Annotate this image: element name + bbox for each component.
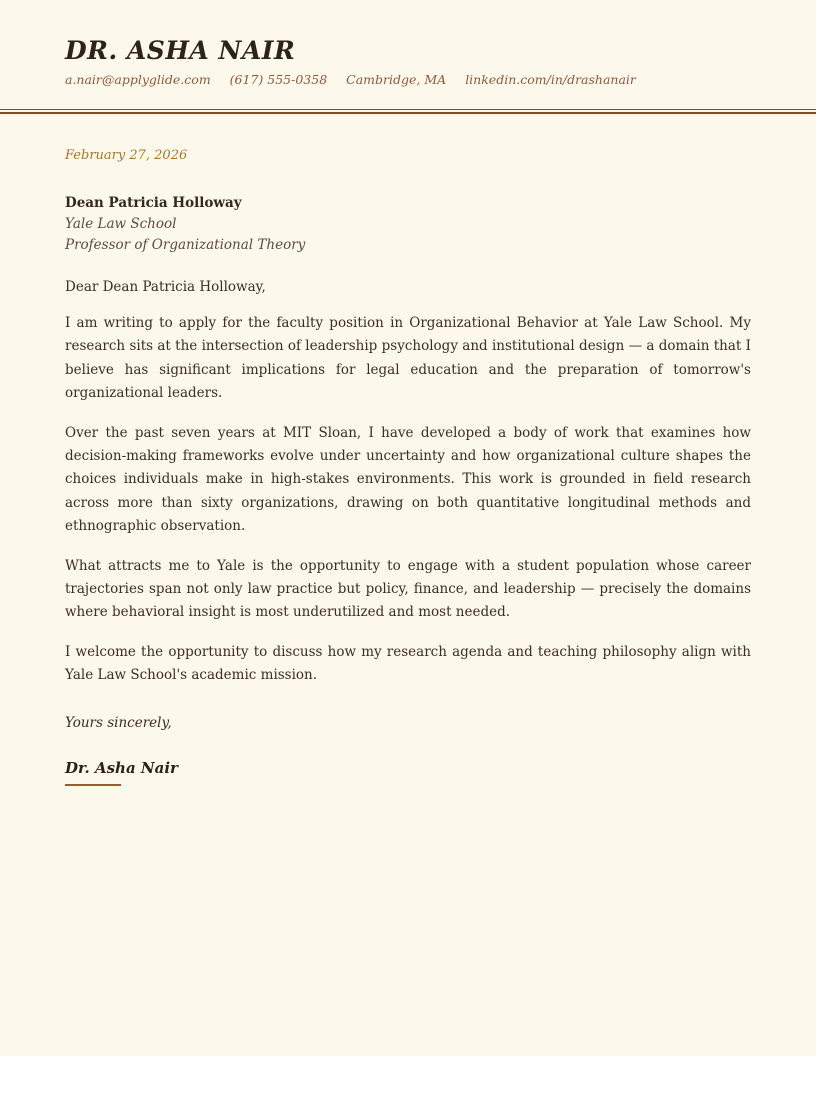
contact-location: Cambridge, MA	[346, 72, 447, 87]
letterhead	[0, 0, 816, 88]
body-paragraph-3: What attracts me to Yale is the opportunity to engage with a student population whose career trajectories span not only law practice but policy, finance, and leadership — precisely the domains where behavioral insight is most underutilized and most needed.	[65, 557, 751, 621]
recipient-organization: Yale Law School	[65, 216, 177, 232]
letterhead-divider	[0, 109, 816, 114]
letterhead-name: DR. ASHA NAIR	[65, 36, 296, 65]
body-paragraph-1: I am writing to apply for the faculty position in Organizational Behavior at Yale Law School. My research sits at the intersection of leadership psychology and institutional design — a domain that I believe has significant implications for legal education and the preparation of tomorrow's organizational leaders.	[65, 315, 751, 402]
contact-phone: (617) 555-0358	[229, 72, 328, 87]
contact-linkedin: linkedin.com/in/drashanair	[465, 72, 636, 87]
closing-valediction: Yours sincerely,	[65, 714, 172, 731]
signature-name: Dr. Asha Nair	[65, 758, 178, 777]
letter-body	[0, 147, 816, 786]
letter-date: February 27, 2026	[65, 148, 188, 163]
recipient-block	[65, 193, 751, 256]
body-paragraph-2: Over the past seven years at MIT Sloan, I have developed a body of work that examines how decision-making frameworks evolve under uncertainty and how organizational culture shapes the choices individuals make in high-stakes environments. This work is grounded in field research across more than sixty organizations, drawing on both quantitative longitudinal methods and ethnographic observation.	[65, 424, 751, 535]
recipient-name: Dean Patricia Holloway	[65, 195, 242, 211]
salutation: Dear Dean Patricia Holloway,	[65, 279, 266, 295]
body-paragraph-4: I welcome the opportunity to discuss how my research agenda and teaching philosophy align with Yale Law School's academic mission.	[65, 643, 751, 684]
recipient-title: Professor of Organizational Theory	[65, 237, 306, 253]
contact-email: a.nair@applyglide.com	[65, 72, 211, 87]
contact-row	[65, 72, 751, 88]
signature-underline	[65, 784, 121, 786]
